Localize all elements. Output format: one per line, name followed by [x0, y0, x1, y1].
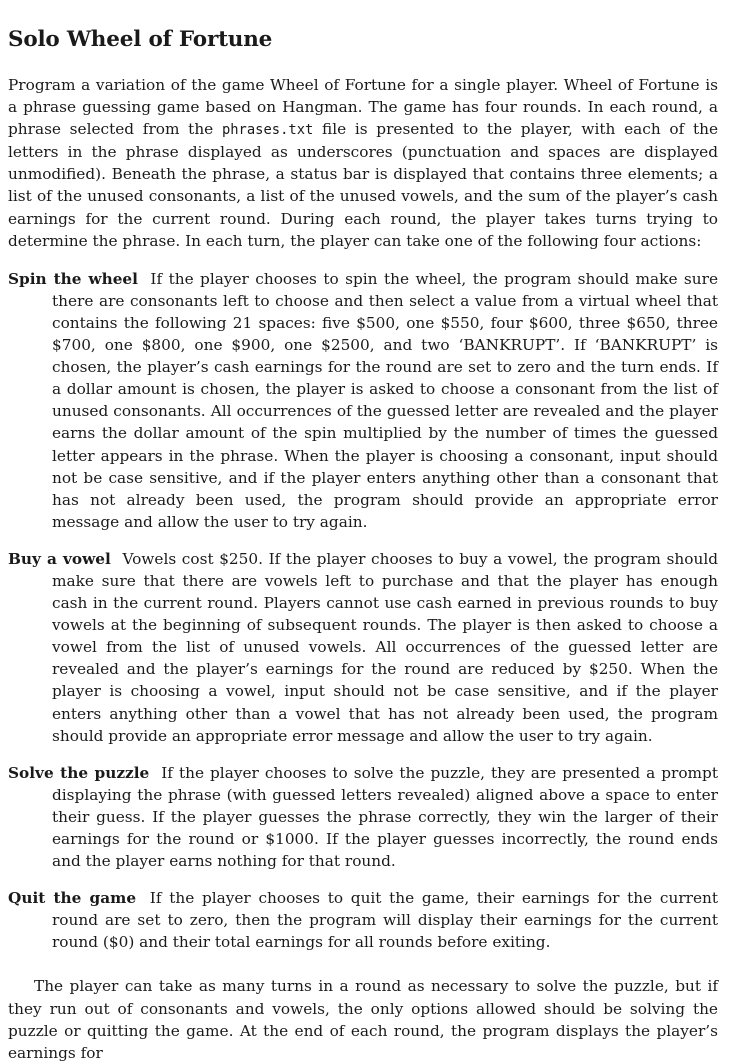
action-label: Buy a vowel [8, 549, 111, 568]
action-label: Quit the game [8, 889, 137, 908]
action-buy-a-vowel [8, 548, 718, 747]
document-title: Solo Wheel of Fortune [8, 27, 273, 52]
action-spin-the-wheel [8, 268, 718, 533]
closing-paragraph: The player can take as many turns in a round as necessary to solve the puzzle, but if they run out of consonants and vowels, the only options allowed should be solving the puzzle or quitting the game. At the end of each round, the program displays the player’s earnings for [8, 977, 718, 1062]
filename-code: phrases.txt [221, 122, 314, 139]
action-description: If the player chooses to spin the wheel, the program should make sure there are consonants left to choose and then select a value from a virtual wheel that contains the following 21 spaces: five $500, one $550, four $600, three $650, three $700, one $800, one $900, one $2500, and two ‘BANKRUPT’. If ‘BANKRUPT’ is chosen, the player’s cash earnings for the round are set to zero and the turn ends. If a dollar amount is chosen, the player is asked to choose a consonant from the list of unused consonants. All occurrences of the guessed letter are revealed and the player earns the dollar amount of the spin multiplied by the number of times the guessed letter appears in the phrase. When the player is choosing a consonant, input should not be case sensitive, and if the player enters anything other than a consonant that has not already been used, the program should provide an appropriate error message and allow the user to try again. [52, 269, 718, 531]
action-label: Spin the wheel [8, 269, 138, 288]
intro-paragraph [8, 74, 718, 252]
action-label: Solve the puzzle [8, 763, 150, 782]
action-quit-the-game [8, 887, 718, 953]
action-solve-the-puzzle [8, 762, 718, 872]
intro-text-part2: file is presented to the player, with each of the letters in the phrase displayed as underscores (punctuation and spaces are displayed unmodified). Beneath the phrase, a status bar is displayed that contains three elements; a list of the unused consonants, a list of the unused vowels, and the sum of the player’s cash earnings for the current round. During each round, the player takes turns trying to determine the phrase. In each turn, the player can take one of the following four actions: [8, 120, 719, 250]
action-description: If the player chooses to quit the game, their earnings for the current round are set to zero, then the program will display their earnings for the current round ($0) and their total earnings for all rounds before exiting. [52, 889, 719, 952]
action-description: If the player chooses to solve the puzzle, they are presented a prompt displaying the phrase (with guessed letters revealed) aligned above a space to enter their guess. If the player guesses the phrase correctly, they win the larger of their earnings for the round or $1000. If the player guesses incorrectly, the round ends and the player earns nothing for that round. [52, 763, 718, 871]
document-page [8, 26, 718, 1064]
action-description: Vowels cost $250. If the player chooses to buy a vowel, the program should make sure that there are vowels left to purchase and that the player has enough cash in the current round. Players cannot use cash earned in previous rounds to buy vowels at the beginning of subsequent rounds. The player is then asked to choose a vowel from the list of unused vowels. All occurrences of the guessed letter are revealed and the player’s earnings for the round are reduced by $250. When the player is choosing a vowel, input should not be case sensitive, and if the player enters anything other than a vowel that has not already been used, the program should provide an appropriate error message and allow the user to try again. [52, 549, 718, 745]
intro-text-part1: Program a variation of the game Wheel of Fortune for a single player. Wheel of Fortune is a phrase guessing game based on Hangman. The game has four rounds. In each round, a phrase selected from the [8, 76, 718, 139]
